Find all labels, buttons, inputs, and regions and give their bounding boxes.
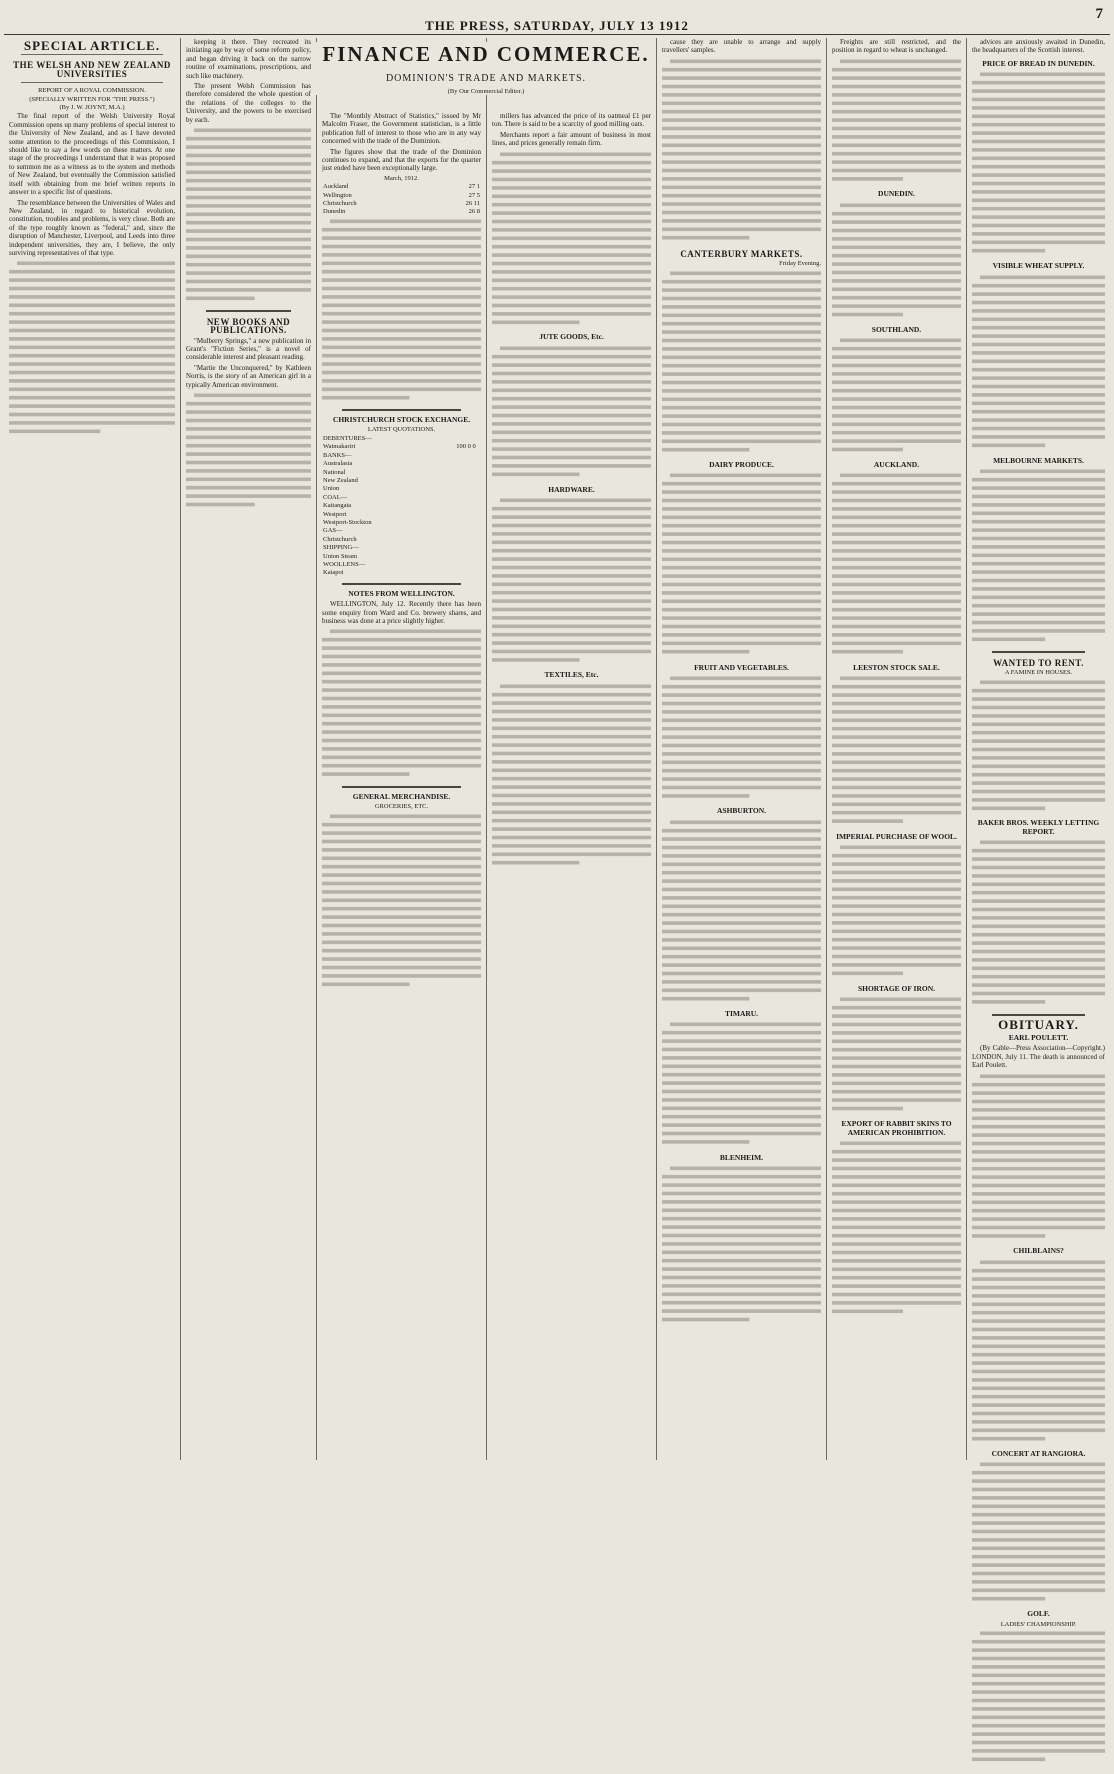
hardware-headline: HARDWARE. (548, 484, 595, 494)
article-paragraph: The "Monthly Abstract of Statistics," issued by Mr Malcolm Fraser, the Government statistician, is a little publication full of interest to those who are in any way concerned with the trade of the Dominion. (322, 112, 481, 146)
stock-row (322, 536, 481, 544)
golf-headline: GOLF. (1027, 1609, 1050, 1619)
small-print-lines (972, 678, 1105, 812)
body-text (662, 818, 821, 1005)
article-paragraph: Freights are still restricted, and the position in regard to wheat is unchanged. (832, 38, 961, 55)
blenheim-headline: BLENHEIM. (719, 1152, 764, 1162)
stock-row-cell (431, 511, 477, 519)
stock-row-cell: Westport-Stockton (323, 518, 372, 526)
small-print-lines (662, 471, 821, 656)
small-print-lines (832, 674, 961, 825)
body-text (832, 471, 961, 658)
finance-byline: (By Our Commercial Editor.) (447, 88, 525, 95)
stock-row-cell (431, 452, 477, 460)
body-text (972, 1629, 1105, 1766)
notes-paragraph: WELLINGTON, July 12. Recently there has been some enquiry from Ward and Co. brewery shares, and business was done at a price slightly higher. (322, 600, 481, 626)
golf-subhead: LADIES' CHAMPIONSHIP. (1000, 1620, 1077, 1628)
stock-row (322, 511, 481, 519)
stock-row-cell (431, 544, 477, 552)
small-print-lines (832, 201, 961, 319)
bread-headline: PRICE OF BREAD IN DUNEDIN. (982, 58, 1095, 68)
stock-row-cell: Union (323, 485, 340, 493)
books-paragraph: "Mulberry Springs," a new publication in Grant's "Fiction Series," is a novel of considerable interest and pleasant reading. (186, 336, 311, 362)
body-text (972, 1460, 1105, 1605)
small-print-lines (972, 1258, 1105, 1443)
masthead (4, 4, 1110, 35)
stock-row-cell (431, 494, 477, 502)
page-number: 7 (1095, 6, 1104, 22)
stock-row-cell (431, 477, 477, 485)
small-print-lines (832, 843, 961, 977)
merchandise-subhead: GROCERIES, ETC. (374, 803, 429, 811)
divider (992, 1014, 1085, 1016)
stock-row-cell: SHIPPING— (323, 544, 359, 552)
obituary-headline: OBITUARY. (998, 1016, 1079, 1032)
stock-row-cell: DEBENTURES— (323, 434, 372, 442)
divider (21, 54, 163, 55)
earl-paragraph: (By Cable—Press Association—Copyright.) LONDON, July 11. The death is announced of Earl Poulett. (972, 1044, 1105, 1070)
stock-row (322, 460, 481, 468)
jute-headline: JUTE GOODS, Etc. (539, 332, 604, 342)
small-print-lines (492, 344, 651, 478)
trade-table-head: March, 1912. (384, 174, 419, 182)
stock-row-cell (477, 536, 481, 544)
article-paragraph: The resemblance between the Universities of Wales and New Zealand, in regard to historical evolution, constitution, troubles and problems, is very close. Both are of the type roughly known as "federal," and, since the disruption of Manchester, Liverpool, and Leeds into three independent universities, they are, I believe, the only surviving representatives of that type. (9, 198, 175, 257)
stock-row-cell (477, 469, 481, 477)
stock-row-cell: Kaitangata (323, 502, 352, 510)
stock-row-cell (431, 502, 477, 510)
small-print-lines (832, 57, 961, 183)
divider (206, 310, 291, 312)
canterbury-headline: CANTERBURY MARKETS. (680, 249, 803, 260)
trade-row-cell: Wellington (323, 191, 352, 199)
body-text (662, 674, 821, 802)
stock-row-cell (477, 452, 481, 460)
trade-row (322, 208, 481, 216)
column-5 (656, 38, 826, 1460)
body-text (662, 1020, 821, 1148)
fruit-headline: FRUIT AND VEGETABLES. (694, 662, 789, 672)
stock-row (322, 544, 481, 552)
stock-row (322, 561, 481, 569)
trade-row (322, 200, 481, 208)
article-paragraph: cause they are unable to arrange and supply travellers' samples. (662, 38, 821, 55)
small-print-lines (322, 217, 481, 402)
stock-row-cell (477, 435, 481, 443)
article-paragraph: The figures show that the trade of the Dominion continues to expand, and that the exports for the quarter just ended have been exceptionally large. (322, 147, 481, 173)
small-print-lines (9, 259, 175, 435)
divider (342, 583, 461, 585)
trade-row (322, 183, 481, 191)
books-paragraph: "Martie the Unconquered," by Kathleen Norris, is the story of an American girl in a typically American environment. (186, 363, 311, 389)
small-print-lines (832, 995, 961, 1113)
stock-row-cell: COAL— (323, 493, 348, 501)
body-text (832, 843, 961, 980)
body-text (972, 838, 1105, 1008)
article-credit: (SPECIALLY WRITTEN FOR "THE PRESS.") (29, 95, 155, 103)
small-print-lines (662, 818, 821, 1003)
body-text (832, 1139, 961, 1318)
stock-subhead: LATEST QUOTATIONS. (367, 426, 436, 434)
small-print-lines (662, 1020, 821, 1146)
body-text (972, 467, 1105, 646)
small-print-lines (972, 273, 1105, 449)
divider (21, 82, 163, 83)
stock-row-cell: Waimakariri (323, 443, 356, 451)
stock-row (322, 485, 481, 493)
chilblains-headline: CHILBLAINS? (1013, 1246, 1064, 1256)
small-print-lines (972, 1629, 1105, 1763)
trade-table (322, 183, 481, 217)
leeston-headline: LEESTON STOCK SALE. (853, 662, 940, 672)
stock-row (322, 519, 481, 527)
small-print-lines (972, 1072, 1105, 1240)
stock-row-cell (477, 561, 481, 569)
notes-headline: NOTES FROM WELLINGTON. (348, 588, 455, 598)
stock-row-cell (477, 519, 481, 527)
stock-headline: CHRISTCHURCH STOCK EXCHANGE. (332, 415, 471, 425)
visible-wheat-headline: VISIBLE WHEAT SUPPLY. (992, 261, 1085, 271)
auckland-headline: AUCKLAND. (873, 460, 920, 470)
stock-row-cell (477, 511, 481, 519)
stock-row-cell: Union Steam (323, 552, 358, 560)
stock-row-cell: Christchurch (323, 535, 357, 543)
trade-row-cell: 26 8 (468, 208, 480, 216)
stock-row-cell: GAS— (323, 527, 343, 535)
stock-row-cell (431, 536, 477, 544)
body-text (832, 674, 961, 828)
small-print-lines (972, 467, 1105, 643)
stock-row-cell: Westport (323, 510, 347, 518)
finance-subtitle: DOMINION'S TRADE AND MARKETS. (385, 73, 587, 84)
small-print-lines (972, 70, 1105, 255)
trade-row-cell: 26 11 (465, 200, 480, 208)
article-paragraph: millers has advanced the price of its oatmeal £1 per ton. There is said to be a scarcity of good milling oats. (492, 112, 651, 129)
body-text (832, 336, 961, 456)
stock-row-cell: Australasia (323, 460, 353, 468)
melbourne-headline: MELBOURNE MARKETS. (993, 455, 1084, 465)
trade-row-cell: Christchurch (323, 200, 357, 208)
trade-row-cell: Dunedin (323, 208, 346, 216)
small-print-lines (972, 1460, 1105, 1603)
merchandise-headline: GENERAL MERCHANDISE. (352, 792, 451, 802)
small-print-lines (662, 1164, 821, 1324)
stock-row (322, 527, 481, 535)
stock-row (322, 553, 481, 561)
stock-row-cell (431, 435, 477, 443)
column-1 (4, 38, 180, 1460)
stock-row (322, 443, 481, 451)
stock-row-cell (431, 527, 477, 535)
small-print-lines (832, 1139, 961, 1315)
body-text (662, 269, 821, 456)
export-headline: EXPORT OF RABBIT SKINS TO AMERICAN PROHIBITION. (841, 1119, 952, 1137)
canterbury-dateline: Friday Evening. (779, 260, 821, 268)
body-text (186, 126, 311, 305)
stock-row-cell (477, 477, 481, 485)
small-print-lines (662, 57, 821, 242)
dunedin-headline: DUNEDIN. (878, 189, 915, 199)
stock-row-cell (477, 443, 481, 451)
body-text (492, 344, 651, 481)
body-text (322, 812, 481, 991)
wanted-subhead: A FAMINE IN HOUSES. (1004, 669, 1073, 677)
small-print-lines (186, 391, 311, 509)
stock-row-cell: BANKS— (323, 451, 352, 459)
stock-row-cell (431, 519, 477, 527)
body-text (322, 217, 481, 404)
stock-row-cell (477, 569, 481, 577)
stock-row-cell (431, 485, 477, 493)
stock-row-cell (477, 544, 481, 552)
article-paragraph: The present Welsh Commission has therefore considered the whole question of the relations of the colleges to the University, and the powers to be exercised by each. (186, 82, 311, 124)
stock-row-cell: National (323, 468, 346, 476)
article-paragraph: Merchants report a fair amount of business in most lines, and prices generally remain firm. (492, 130, 651, 148)
small-print-lines (832, 471, 961, 656)
trade-row-cell: Auckland (323, 183, 349, 191)
stock-row-cell (477, 553, 481, 561)
stock-row-cell (477, 527, 481, 535)
dairy-headline: DAIRY PRODUCE. (709, 460, 774, 470)
southland-headline: SOUTHLAND. (871, 324, 922, 334)
trade-row (322, 192, 481, 200)
stock-row-cell: WOOLLENS— (323, 560, 366, 568)
divider (992, 651, 1085, 653)
baker-headline: BAKER BROS. WEEKLY LETTING REPORT. (977, 818, 1100, 836)
earl-headline: EARL POULETT. (1008, 1033, 1069, 1043)
stock-row-cell (431, 561, 477, 569)
article-byline: (By J. W. JOYNT, M.A.) (59, 104, 125, 112)
column-4 (486, 38, 656, 1460)
stock-row-cell (477, 485, 481, 493)
stock-row-cell (431, 553, 477, 561)
finance-headline-block (316, 42, 656, 95)
body-text (186, 391, 311, 511)
small-print-lines (662, 674, 821, 800)
wanted-headline: WANTED TO RENT. (993, 657, 1084, 668)
body-text (322, 627, 481, 781)
stock-row (322, 494, 481, 502)
body-text (662, 57, 821, 244)
newspaper-page (4, 4, 1110, 1628)
stock-row (322, 477, 481, 485)
body-text (492, 150, 651, 329)
stock-row (322, 469, 481, 477)
column-2 (180, 38, 316, 1460)
small-print-lines (492, 496, 651, 664)
trade-row-cell: 27 5 (468, 191, 480, 199)
body-text (972, 70, 1105, 257)
stock-row (322, 452, 481, 460)
stock-table (322, 435, 481, 578)
column-6 (826, 38, 966, 1460)
stock-row-cell (477, 460, 481, 468)
trade-row-cell: 27 1 (468, 183, 480, 191)
body-text (972, 678, 1105, 815)
body-text (832, 57, 961, 185)
concert-headline: CONCERT AT RANGIORA. (991, 1448, 1086, 1458)
iron-headline: SHORTAGE OF IRON. (857, 983, 936, 993)
small-print-lines (832, 336, 961, 454)
small-print-lines (322, 627, 481, 778)
stock-row-cell: New Zealand (323, 476, 358, 484)
article-paragraph: The final report of the Welsh University Royal Commission opens up many problems of special interest to the University of New Zealand, and as I have devoted some attention to the proceedings of this Commission, I should like to say a few words on these matters. At one stage of the proceedings I understand that it was proposed to summon me as a witness as to the system and methods of New Zealand, but eventually the Commission satisfied itself with obtaining from me brief written reports in answer to a specific list of questions. (9, 112, 175, 197)
finance-title: FINANCE AND COMMERCE. (322, 42, 650, 66)
stock-row-cell (431, 469, 477, 477)
small-print-lines (322, 812, 481, 988)
stock-row (322, 502, 481, 510)
divider (342, 786, 461, 788)
timaru-headline: TIMARU. (724, 1009, 759, 1019)
body-text (492, 496, 651, 666)
body-text (832, 201, 961, 321)
stock-row (322, 569, 481, 577)
article-headline: THE WELSH AND NEW ZEALAND UNIVERSITIES (13, 60, 171, 79)
body-text (972, 1258, 1105, 1445)
body-text (972, 1072, 1105, 1242)
stock-row-cell: Kaiapoi (323, 569, 344, 577)
small-print-lines (492, 150, 651, 326)
wool-headline: IMPERIAL PURCHASE OF WOOL. (836, 831, 957, 841)
ashburton-headline: ASHBURTON. (717, 806, 766, 816)
books-headline: NEW BOOKS AND PUBLICATIONS. (206, 316, 291, 336)
stock-row-cell (477, 502, 481, 510)
column-3 (316, 38, 486, 1460)
body-text (9, 259, 175, 438)
small-print-lines (492, 682, 651, 867)
article-subhead: REPORT OF A ROYAL COMMISSION. (38, 87, 146, 95)
stock-row-cell (431, 569, 477, 577)
body-text (972, 273, 1105, 452)
article-paragraph: advices are anxiously awaited in Dunedin, the headquarters of the Scottish interest. (972, 38, 1105, 55)
body-text (832, 995, 961, 1115)
small-print-lines (972, 838, 1105, 1006)
stock-row-cell (477, 494, 481, 502)
textiles-headline: TEXTILES, Etc. (544, 670, 599, 680)
column-7 (966, 38, 1110, 1628)
divider (342, 409, 461, 411)
stock-row (322, 435, 481, 443)
stock-row-cell: 100 0 0 (456, 443, 476, 451)
stock-row-cell (431, 460, 477, 468)
small-print-lines (186, 126, 311, 302)
body-text (492, 682, 651, 869)
body-text (662, 1164, 821, 1326)
body-text (662, 471, 821, 658)
small-print-lines (662, 269, 821, 454)
article-paragraph: keeping it there. They recreated its initiating age by way of some reform policy, and began driving it back on the narrow routine of examinations, prescriptions, and such like machinery. (186, 38, 311, 80)
masthead-title: THE PRESS, SATURDAY, JULY 13 1912 (425, 18, 689, 33)
section-heading: SPECIAL ARTICLE. (23, 38, 161, 53)
